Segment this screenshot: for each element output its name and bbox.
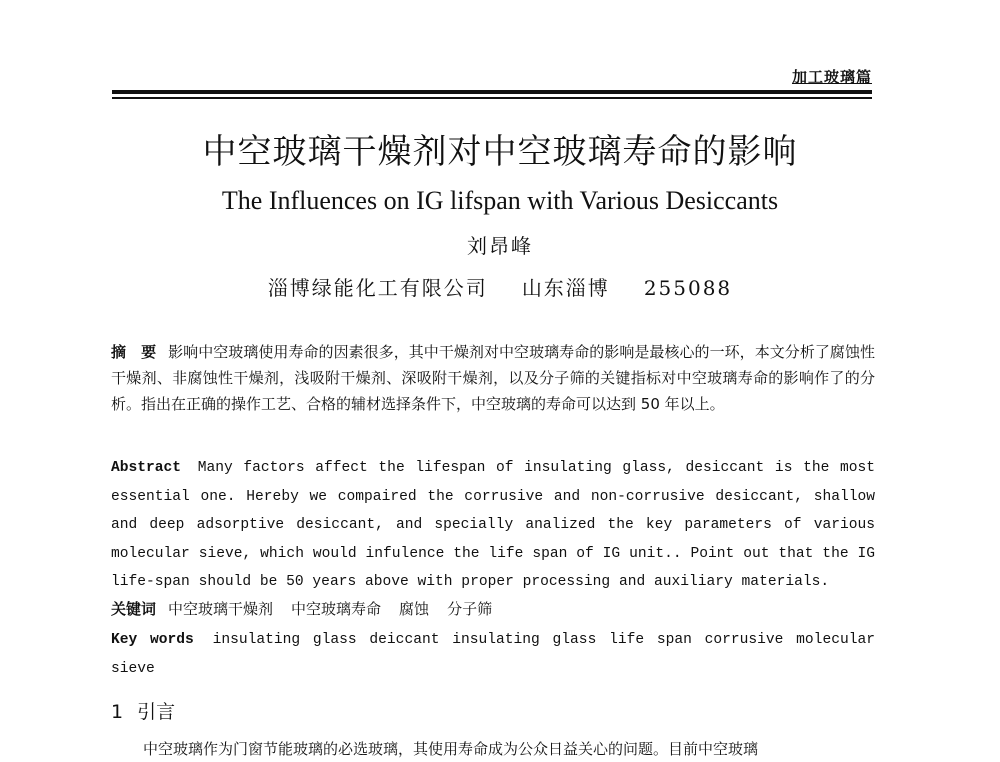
affiliation-postcode: 255088 [643,276,733,300]
keyword-item: 中空玻璃寿命 [291,600,382,618]
affiliation-location: 山东淄博 [521,276,610,300]
affiliation-company: 淄博绿能化工有限公司 [267,276,488,300]
keyword-item: 腐蚀 [399,600,430,618]
keywords-english [111,626,875,683]
section-number: 1 [111,701,124,723]
affiliation [0,272,1000,301]
abstract-chinese-text: 影响中空玻璃使用寿命的因素很多，其中干燥剂对中空玻璃寿命的影响是最核心的一环，本文分析了腐蚀性干燥剂、非腐蚀性干燥剂，浅吸附干燥剂、深吸附干燥剂，以及分子筛的关键指标对中空玻璃寿命的影响作了的分析。指出在正确的操作工艺、合格的辅材选择条件下，中空玻璃的寿命可以达到 50 年以上。 [111,343,875,413]
section-tag: 加工玻璃篇 [791,68,872,86]
abstract-chinese-label: 摘 要 [111,343,157,361]
keywords-chinese [111,596,875,622]
title-english: The Influences on IG lifspan with Various Desiccants [221,186,779,215]
keywords-english-text: insulating glass deiccant insulating glass life span corrusive molecular sieve [111,632,875,677]
section-heading [111,697,175,724]
abstract-english [111,454,875,597]
abstract-english-text: Many factors affect the lifespan of insulating glass, desiccant is the most essential one. Hereby we compaired the corrusive and non-corrusive desiccant, shallow and deep adsorptive desiccant, and specially analized the key parameters of various molecular sieve, which would infulence the life span of IG unit.. Point out that the IG life-span should be 50 years above with proper processing and auxiliary materials. [111,460,875,590]
section-title: 引言 [137,701,176,723]
keywords-english-label: Key words [111,632,194,648]
keyword-item: 中空玻璃干燥剂 [168,600,274,618]
abstract-english-label: Abstract [111,460,182,476]
intro-paragraph: 中空玻璃作为门窗节能玻璃的必选玻璃，其使用寿命成为公众日益关心的问题。目前中空玻璃 [143,740,759,758]
keyword-item: 分子筛 [447,600,493,618]
header-rule-thick [112,90,872,94]
abstract-chinese [111,339,875,417]
title-chinese: 中空玻璃干燥剂对中空玻璃寿命的影响 [202,132,798,172]
author-name: 刘昂峰 [467,234,533,258]
header-rule-thin [112,97,872,99]
keywords-chinese-label: 关键词 [111,600,157,618]
